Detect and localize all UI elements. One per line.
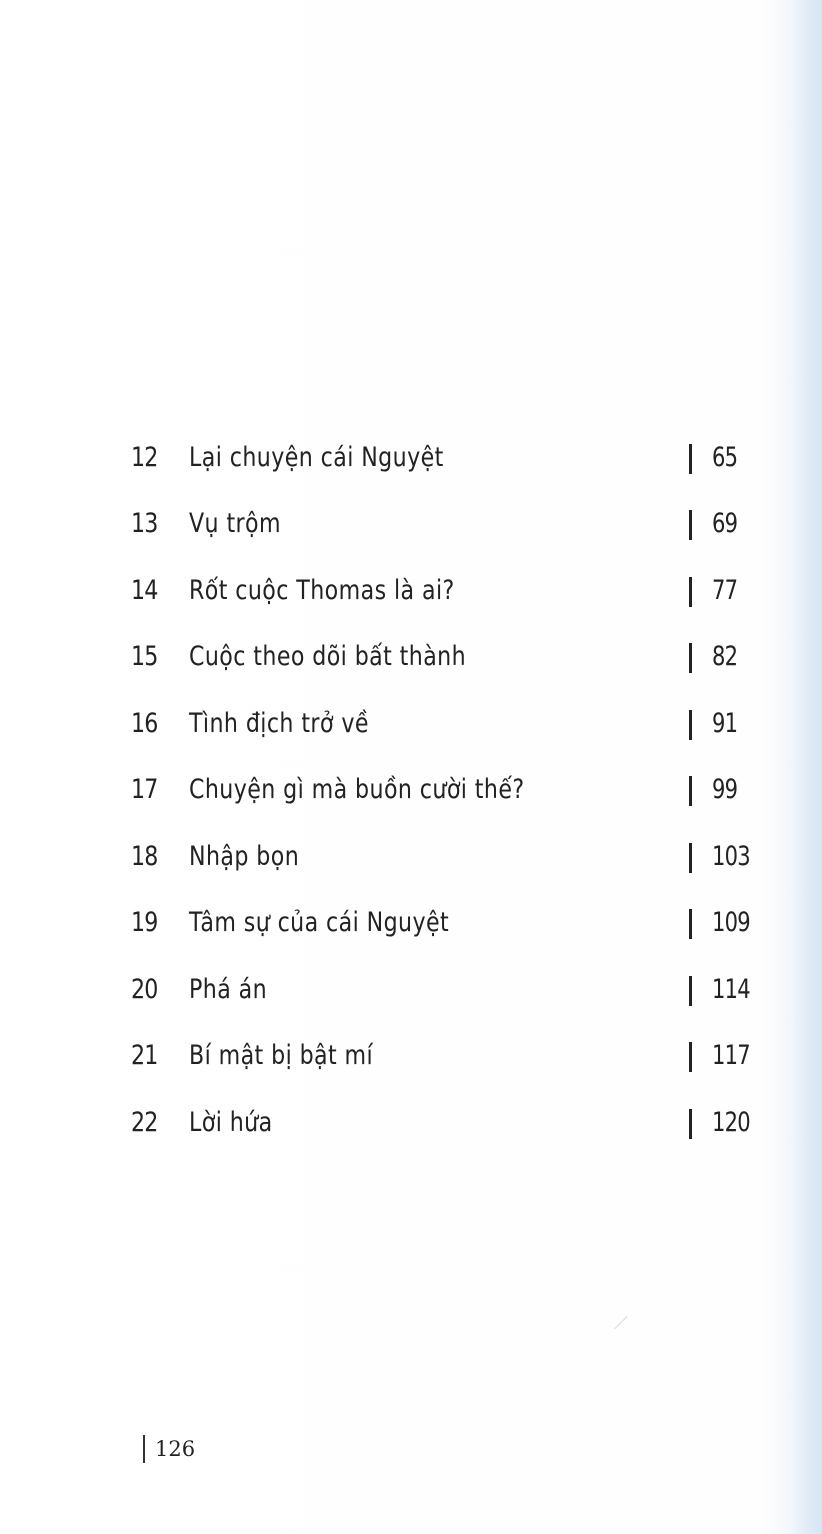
toc-entry: [0, 702, 822, 750]
chapter-page-number: 99: [712, 774, 738, 805]
toc-entry: [0, 1101, 822, 1149]
page-edge-shadow: [790, 0, 822, 1534]
chapter-title: Rốt cuộc Thomas là ai?: [189, 575, 455, 606]
page-separator-bar: [689, 510, 692, 540]
page-separator-bar: [689, 1042, 692, 1072]
page-separator-bar: [689, 577, 692, 607]
paper-mark: [614, 1316, 627, 1329]
chapter-page-number: 120: [712, 1107, 750, 1138]
chapter-number: 21: [131, 1040, 158, 1071]
chapter-title: Phá án: [189, 974, 268, 1005]
page-number: 126: [155, 1437, 196, 1461]
chapter-number: 14: [131, 575, 158, 606]
chapter-number: 18: [131, 841, 158, 872]
chapter-page-number: 69: [712, 508, 738, 539]
chapter-page-number: 103: [712, 841, 750, 872]
chapter-number: 15: [131, 641, 158, 672]
chapter-number: 19: [131, 907, 158, 938]
toc-entry: [0, 635, 822, 683]
chapter-page-number: 65: [712, 442, 738, 473]
chapter-title: Lại chuyện cái Nguyệt: [189, 442, 444, 473]
page-separator-bar: [689, 909, 692, 939]
chapter-page-number: 109: [712, 907, 750, 938]
chapter-number: 22: [131, 1107, 158, 1138]
chapter-page-number: 114: [712, 974, 750, 1005]
toc-entry: [0, 968, 822, 1016]
page-separator-bar: [689, 710, 692, 740]
page-separator-bar: [689, 444, 692, 474]
chapter-number: 20: [131, 974, 158, 1005]
toc-entry: [0, 569, 822, 617]
page-separator-bar: [689, 843, 692, 873]
toc-entry: [0, 768, 822, 816]
page-separator-bar: [689, 643, 692, 673]
chapter-title: Nhập bọn: [189, 841, 300, 872]
page-separator-bar: [689, 976, 692, 1006]
chapter-number: 16: [131, 708, 158, 739]
chapter-number: 17: [131, 774, 158, 805]
chapter-title: Lời hứa: [189, 1107, 273, 1138]
toc-entry: [0, 1034, 822, 1082]
chapter-title: Chuyện gì mà buồn cười thế?: [189, 774, 525, 805]
chapter-page-number: 91: [712, 708, 738, 739]
chapter-number: 12: [131, 442, 158, 473]
toc-entry: [0, 901, 822, 949]
toc-entry: [0, 436, 822, 484]
chapter-title: Cuộc theo dõi bất thành: [189, 641, 467, 672]
page-separator-bar: [689, 1109, 692, 1139]
chapter-title: Tình địch trở về: [189, 708, 369, 739]
toc-entry: [0, 502, 822, 550]
chapter-number: 13: [131, 508, 158, 539]
chapter-page-number: 117: [712, 1040, 750, 1071]
chapter-page-number: 82: [712, 641, 738, 672]
toc-entry: [0, 835, 822, 883]
page-footer: [143, 1432, 263, 1466]
chapter-title: Bí mật bị bật mí: [189, 1040, 374, 1071]
page-separator-bar: [689, 776, 692, 806]
footer-separator-bar: [143, 1435, 145, 1463]
chapter-page-number: 77: [712, 575, 738, 606]
chapter-title: Tâm sự của cái Nguyệt: [189, 907, 450, 938]
chapter-title: Vụ trộm: [189, 508, 281, 539]
